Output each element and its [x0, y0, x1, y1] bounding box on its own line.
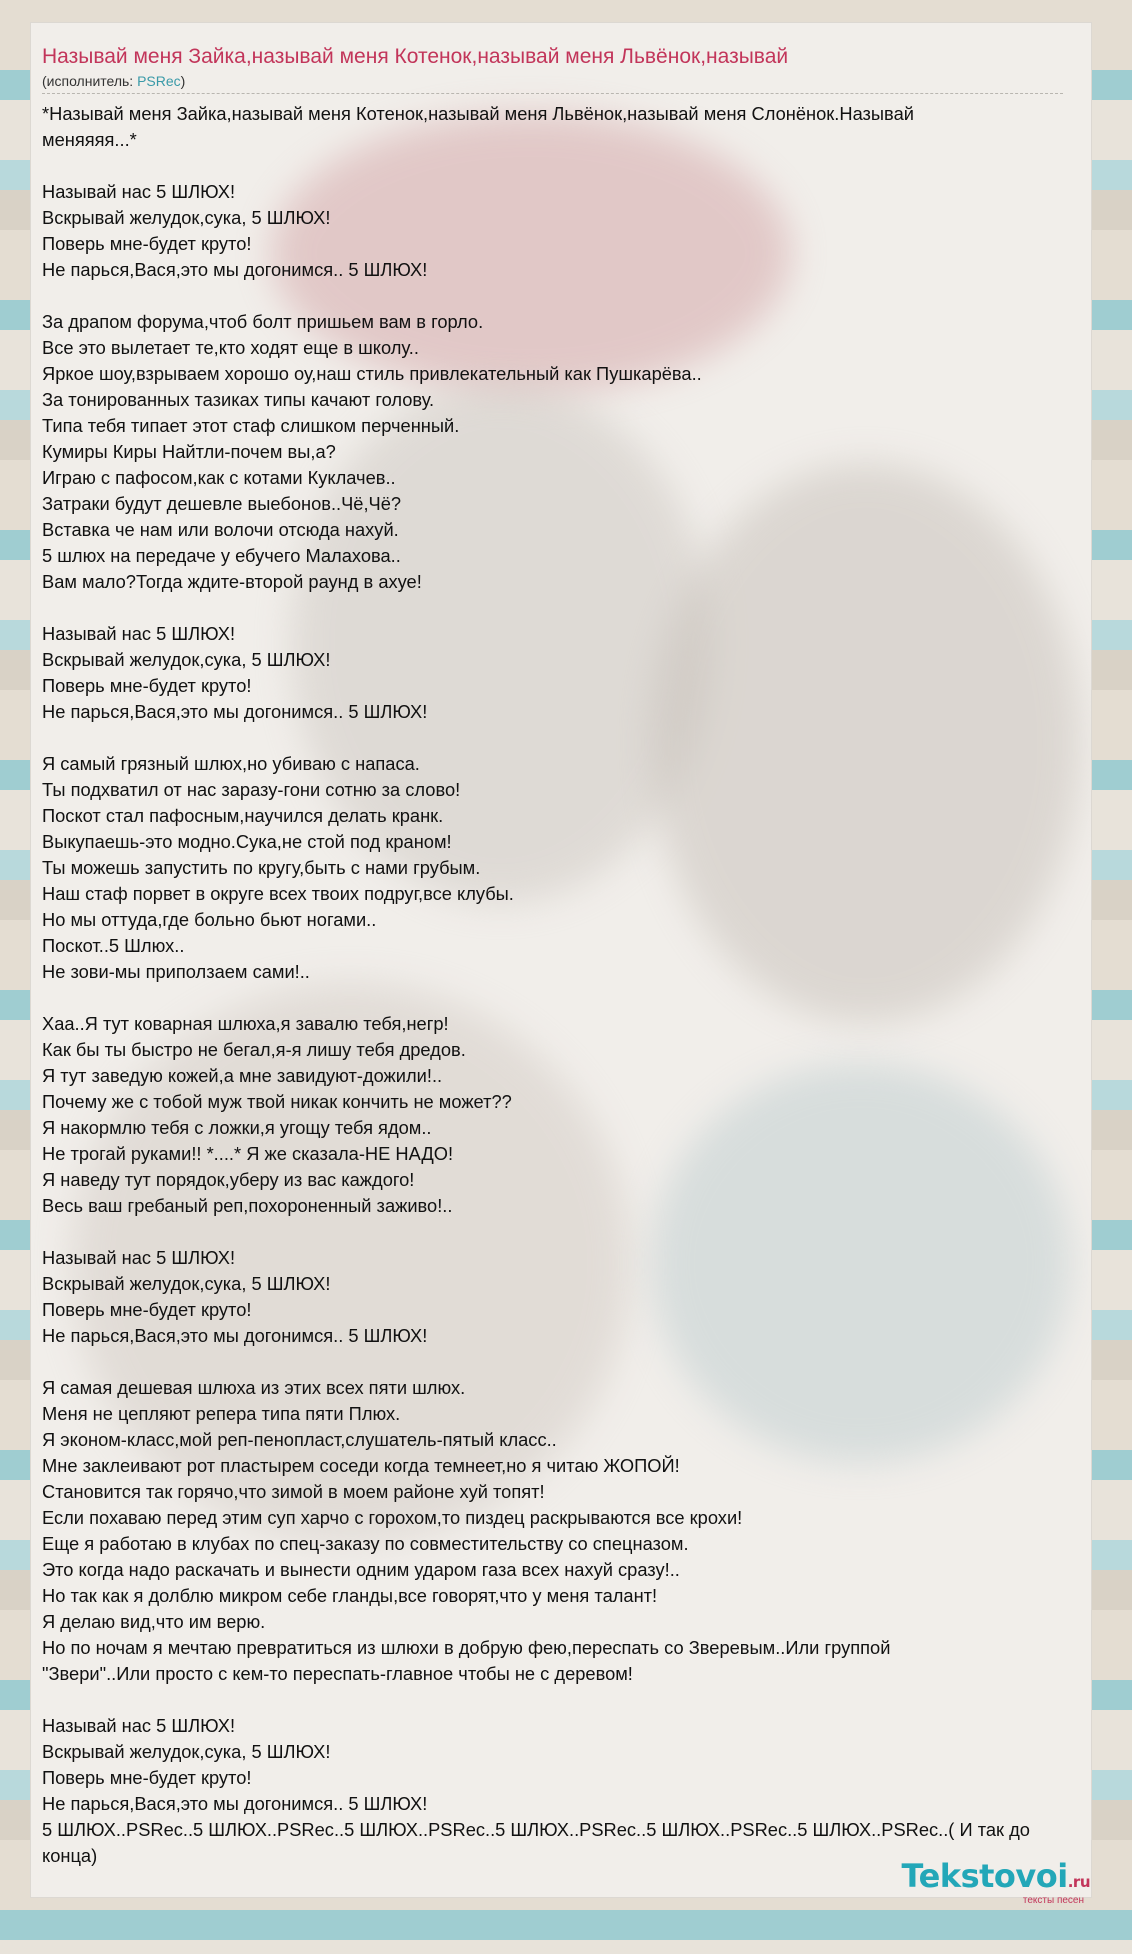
title-divider — [42, 93, 1063, 94]
artist-link[interactable]: PSRec — [137, 73, 181, 89]
artist-prefix: (исполнитель: — [42, 73, 138, 89]
site-logo[interactable] — [902, 1859, 1090, 1906]
song-title: Называй меня Зайка,называй меня Котенок,называй меня Львёнок,называй — [42, 45, 789, 68]
logo-wordmark — [902, 1859, 1090, 1899]
logo-tld: .ru — [1067, 1873, 1090, 1891]
artist-suffix: ) — [180, 73, 186, 89]
logo-text: Tekstovoi — [901, 1857, 1068, 1895]
lyrics-text: *Называй меня Зайка,называй меня Котенок,называй меня Львёнок,называй меня Слонёнок.Называй меняяяя...* Называй нас 5 ШЛЮХ! Вскрывай желудок,сука, 5 ШЛЮХ! Поверь мне-будет круто! Не парься,Вася,это мы догонимся.. 5 ШЛЮХ! За драпом форума,чтоб болт пришьем вам в горло. Все это вылетает те,кто ходят еще в школу.. Яркое шоу,взрываем хорошо оу,наш стиль привлекательный как Пушкарёва.. За тонированных тазиках типы качают голову. Типа тебя типает этот стаф слишком перченный. Кумиры Киры Найтли-почем вы,а? Играю с пафосом,как с котами Куклачев.. Затраки будут дешевле выебонов..Чё,Чё? Вставка че нам или волочи отсюда нахуй. 5 шлюх на передаче у ебучего Малахова.. Вам мало?Тогда ждите-второй раунд в ахуе! Называй нас 5 ШЛЮХ! Вскрывай желудок,сука, 5 ШЛЮХ! Поверь мне-будет круто! Не парься,Вася,это мы догонимся.. 5 ШЛЮХ! Я самый грязный шлюх,но убиваю с напаса. Ты подхватил от нас заразу-гони сотню за слово! Поскот стал пафосным,научился делать кранк. Выкупаешь-это модно.Сука,не стой под краном! Ты можешь запустить по кругу,быть с нами грубым. Наш стаф порвет в округе всех твоих подруг,все клубы. Но мы оттуда,где больно бьют ногами.. Поскот..5 Шлюх.. Не зови-мы приползаем сами!.. Хаа..Я тут коварная шлюха,я завалю тебя,негр! Как бы ты быстро не бегал,я-я лишу тебя дредов. Я тут заведую кожей,а мне завидуют-дожили!.. Почему же с тобой муж твой никак кончить не может?? Я накормлю тебя с ложки,я угощу тебя ядом.. Не трогай руками!! *....* Я же сказала-НЕ НАДО! Я наведу тут порядок,уберу из вас каждого! Весь ваш гребаный реп,похороненный заживо!.. Называй нас 5 ШЛЮХ! Вскрывай желудок,сука, 5 ШЛЮХ! Поверь мне-будет круто! Не парься,Вася,это мы догонимся.. 5 ШЛЮХ! Я самая дешевая шлюха из этих всех пяти шлюх. Меня не цепляют репера типа пяти Плюх. Я эконом-класс,мой реп-пенопласт,слушатель-пятый класс.. Мне заклеивают рот пластырем соседи когда темнеет,но я читаю ЖОПОЙ! Становится так горячо,что зимой в моем районе хуй топят! Если похаваю перед этим суп харчо с горохом,то пиздец раскрываются все крохи! Еще я работаю в клубах по спец-заказу по совместительству со спецназом. Это когда надо раскачать и вынести одним ударом газа всех нахуй сразу!.. Но так как я долблю микром себе гланды,все говорят,что у меня талант! Я делаю вид,что им верю. Но по ночам я мечтаю превратиться из шлюхи в добрую фею,переспать со Зверевым..Или группой "Звери"..Или просто с кем-то переспать-главное чтобы не с деревом! Называй нас 5 ШЛЮХ! Вскрывай желудок,сука, 5 ШЛЮХ! Поверь мне-будет круто! Не парься,Вася,это мы догонимся.. 5 ШЛЮХ! 5 ШЛЮХ..PSRec..5 ШЛЮХ..PSRec..5 ШЛЮХ..PSRec..5 ШЛЮХ..PSRec..5 ШЛЮХ..PSRec..5 ШЛЮХ..PSRec..( И так до конца) — [42, 103, 1030, 1866]
lyrics-panel — [30, 22, 1092, 1898]
lyrics-content — [31, 43, 1091, 1869]
artist-line — [42, 72, 1091, 90]
logo-subtitle: тексты песен — [1022, 1895, 1084, 1906]
